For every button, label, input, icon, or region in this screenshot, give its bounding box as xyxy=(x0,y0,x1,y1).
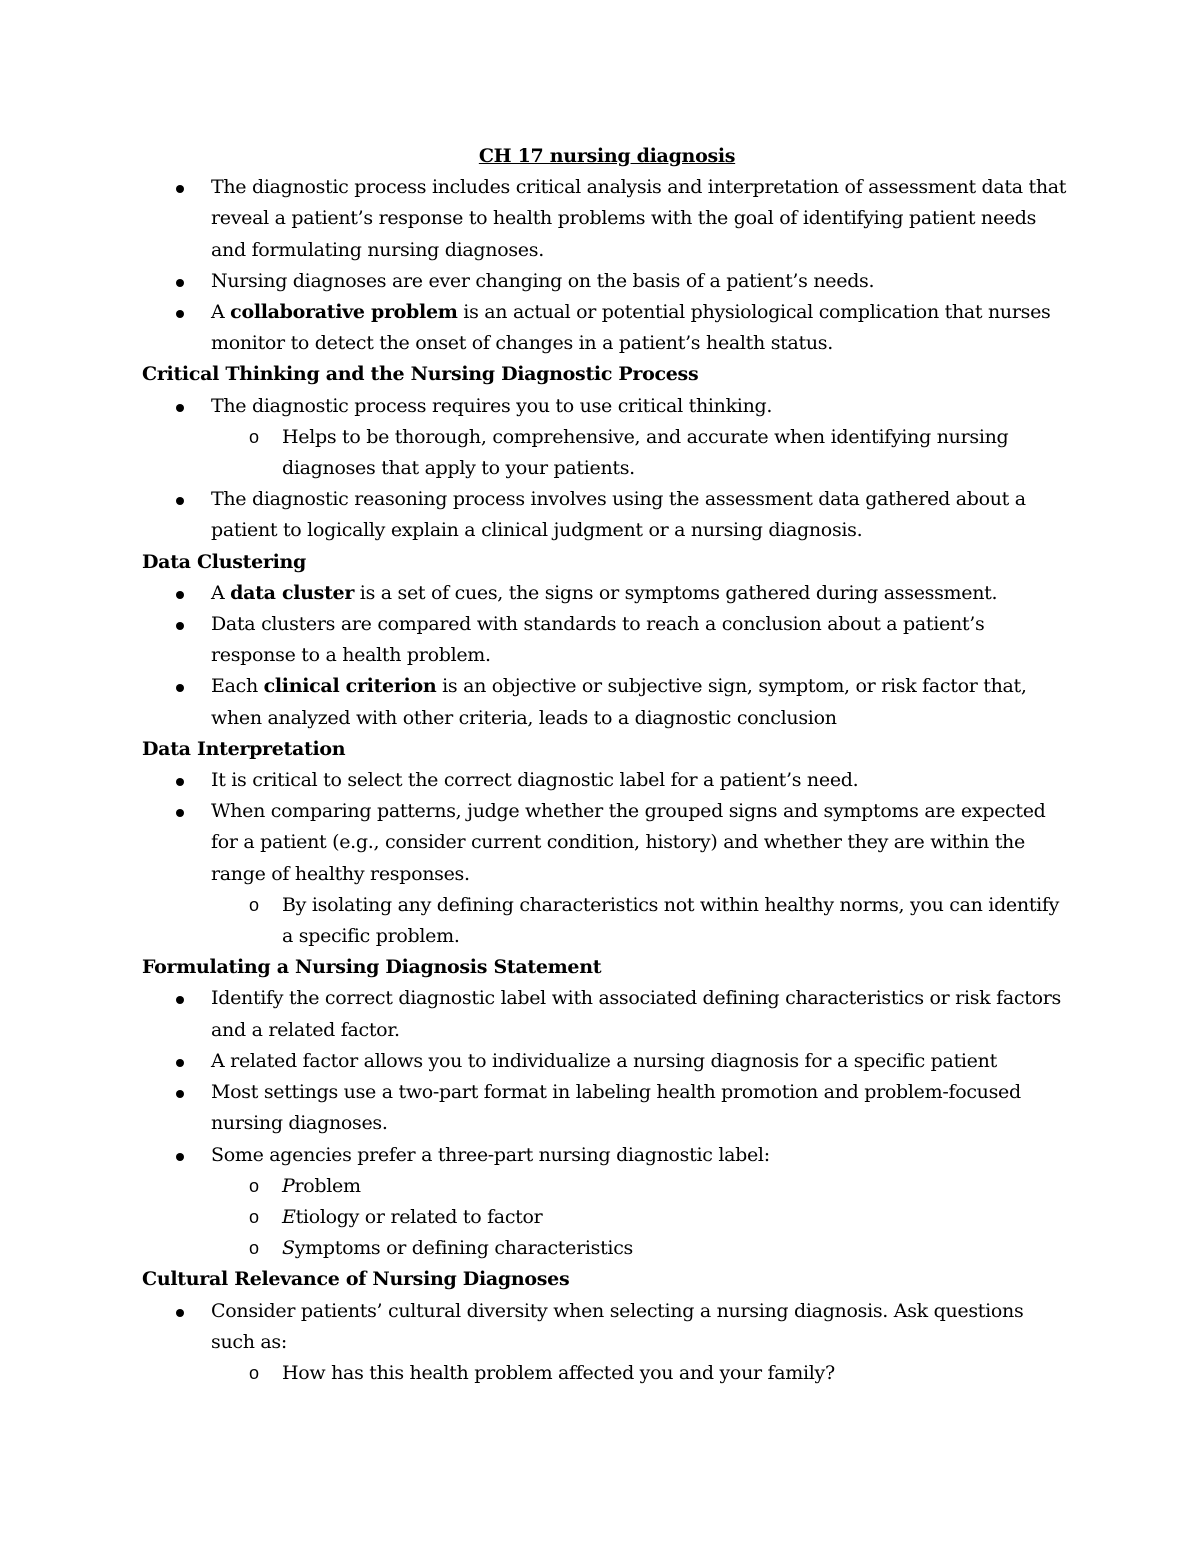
sub-bullet-icon: o xyxy=(249,1362,259,1383)
list-item-text: It is critical to select the correct diagnostic label for a patient’s need. xyxy=(211,769,859,792)
section-heading-formulating: Formulating a Nursing Diagnosis Statement xyxy=(142,956,602,979)
list-item-text: The diagnostic process includes critical analysis and interpretation of assessment data that reveal a patient’s response to health problems with the goal of identifying patient needs and formulating nursing diagnoses. xyxy=(211,176,1067,261)
bullet-icon xyxy=(176,1059,184,1067)
sub-bullet-icon: o xyxy=(249,1175,259,1196)
bullet-icon xyxy=(176,185,184,193)
bullet-icon xyxy=(176,809,184,817)
section-heading-cultural-relevance: Cultural Relevance of Nursing Diagnoses xyxy=(142,1268,570,1291)
list-item xyxy=(142,172,1072,266)
data-clustering-list xyxy=(142,578,1072,734)
critical-thinking-list xyxy=(142,391,1072,547)
bullet-icon xyxy=(176,996,184,1004)
sub-list-item-etiology xyxy=(142,1202,1072,1233)
sub-bullet-icon: o xyxy=(249,426,259,447)
bullet-icon xyxy=(176,778,184,786)
sub-list-item xyxy=(142,422,1072,484)
bullet-icon xyxy=(176,497,184,505)
list-item xyxy=(142,578,1072,609)
list-item-text: The diagnostic process requires you to use critical thinking. xyxy=(211,394,773,417)
list-item xyxy=(142,1077,1072,1139)
sub-list-item-symptoms xyxy=(142,1233,1072,1264)
list-item xyxy=(142,796,1072,890)
list-item-text-post: is an actual or potential physiological complication that nurses monitor to detect the onset of changes in a patient’s health status. xyxy=(211,301,1051,355)
sub-list-item-text: By isolating any defining characteristics not within healthy norms, you can identify a specific problem. xyxy=(282,893,1060,948)
bullet-icon xyxy=(176,1090,184,1098)
term-clinical-criterion: clinical criterion xyxy=(263,675,437,698)
sub-list-item-text: tiology or related to factor xyxy=(295,1205,543,1228)
cultural-relevance-list xyxy=(142,1296,1072,1390)
acronym-letter: S xyxy=(282,1237,295,1260)
list-item-text-pre: A xyxy=(211,301,231,324)
intro-list xyxy=(142,172,1072,359)
sub-list-item xyxy=(142,890,1072,952)
bullet-icon xyxy=(176,591,184,599)
list-item xyxy=(142,1140,1072,1171)
sub-list-item-text: Helps to be thorough, comprehensive, and accurate when identifying nursing diagnoses that apply to your patients. xyxy=(282,425,1009,480)
bullet-icon xyxy=(176,404,184,412)
list-item-text-pre: Each xyxy=(211,675,264,698)
page-title: CH 17 nursing diagnosis xyxy=(478,145,736,167)
bullet-icon xyxy=(176,1153,184,1161)
sub-bullet-icon: o xyxy=(249,1238,259,1259)
sub-list-item-problem xyxy=(142,1171,1072,1202)
sub-list-item xyxy=(142,1358,1072,1389)
sub-list-item-text: roblem xyxy=(294,1174,361,1197)
term-data-cluster: data cluster xyxy=(230,581,355,604)
list-item xyxy=(142,297,1072,359)
term-collaborative-problem: collaborative problem xyxy=(230,301,458,324)
document-body xyxy=(142,141,1072,1389)
acronym-letter: E xyxy=(282,1205,296,1228)
list-item xyxy=(142,1046,1072,1077)
list-item-text-pre: A xyxy=(211,581,231,604)
bullet-icon xyxy=(176,622,184,630)
list-item xyxy=(142,609,1072,671)
sub-bullet-icon: o xyxy=(249,1206,259,1227)
bullet-icon xyxy=(176,279,184,287)
list-item xyxy=(142,1296,1072,1358)
sub-bullet-icon: o xyxy=(249,894,259,915)
bullet-icon xyxy=(176,1309,184,1317)
list-item-text: Identify the correct diagnostic label with associated defining characteristics or risk factors and a related factor. xyxy=(211,987,1061,1041)
list-item-text: Most settings use a two-part format in labeling health promotion and problem-focused nursing diagnoses. xyxy=(211,1081,1021,1135)
formulating-list xyxy=(142,983,1072,1264)
bullet-icon xyxy=(176,684,184,692)
list-item xyxy=(142,484,1072,546)
list-item-text: Nursing diagnoses are ever changing on the basis of a patient’s needs. xyxy=(211,269,875,292)
list-item-text-post: is a set of cues, the signs or symptoms gathered during assessment. xyxy=(354,581,998,604)
list-item xyxy=(142,671,1072,733)
list-item-text: Data clusters are compared with standards to reach a conclusion about a patient’s response to a health problem. xyxy=(211,613,985,667)
list-item-text-post: is an objective or subjective sign, symptom, or risk factor that, when analyzed with other criteria, leads to a diagnostic conclusion xyxy=(211,675,1027,729)
list-item xyxy=(142,391,1072,422)
data-interpretation-list xyxy=(142,765,1072,952)
acronym-letter: P xyxy=(282,1174,295,1197)
list-item-text: The diagnostic reasoning process involves using the assessment data gathered about a patient to logically explain a clinical judgment or a nursing diagnosis. xyxy=(211,488,1026,542)
list-item xyxy=(142,266,1072,297)
list-item xyxy=(142,983,1072,1045)
list-item xyxy=(142,765,1072,796)
list-item-text: When comparing patterns, judge whether the grouped signs and symptoms are expected for a patient (e.g., consider current condition, history) and whether they are within the range of healthy responses. xyxy=(211,800,1046,885)
sub-list-item-text: How has this health problem affected you and your family? xyxy=(282,1361,835,1384)
bullet-icon xyxy=(176,310,184,318)
list-item-text: A related factor allows you to individualize a nursing diagnosis for a specific patient xyxy=(211,1049,997,1072)
list-item-text: Consider patients’ cultural diversity when selecting a nursing diagnosis. Ask questions such as: xyxy=(211,1299,1024,1353)
sub-list-item-text: ymptoms or defining characteristics xyxy=(294,1237,633,1260)
section-heading-critical-thinking: Critical Thinking and the Nursing Diagnostic Process xyxy=(142,363,699,386)
section-heading-data-clustering: Data Clustering xyxy=(142,550,307,573)
section-heading-data-interpretation: Data Interpretation xyxy=(142,737,346,760)
list-item-text: Some agencies prefer a three-part nursing diagnostic label: xyxy=(211,1143,770,1166)
